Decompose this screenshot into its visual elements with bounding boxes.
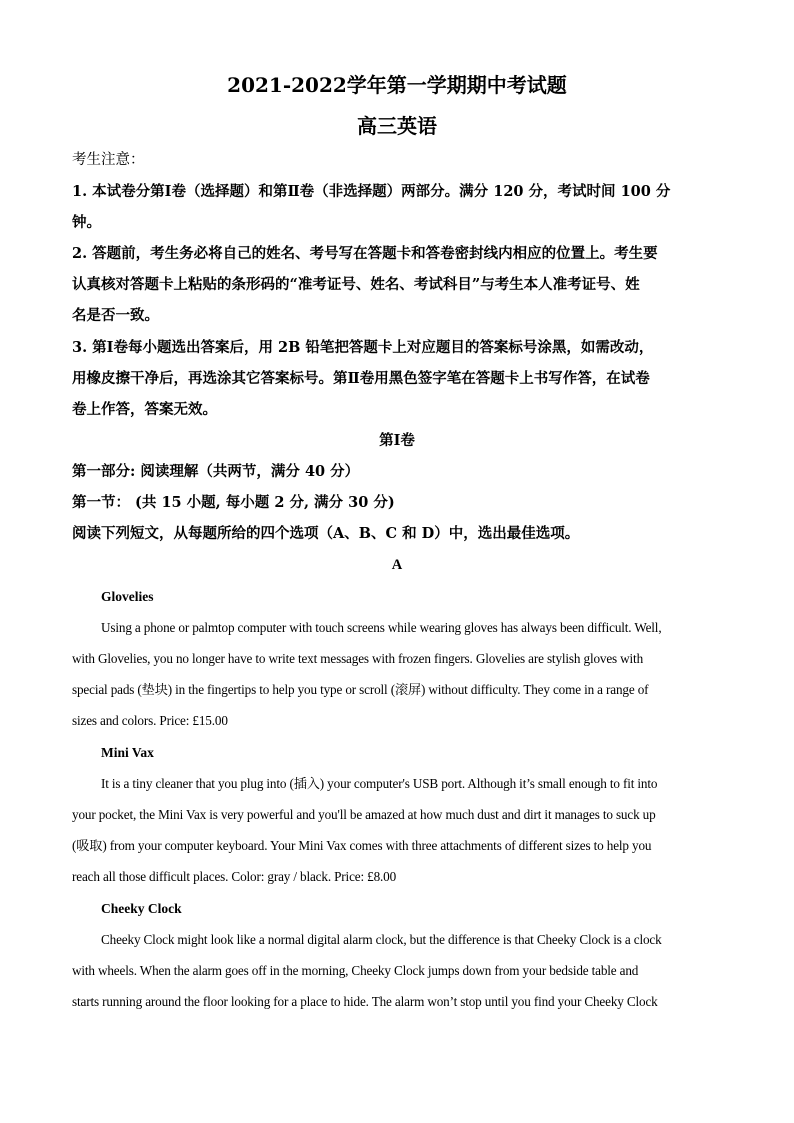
paragraph-line: starts running around the floor looking for a place to hide. The alarm won’t stop until you find your Cheeky Clock <box>72 994 658 1009</box>
paragraph-line: (吸取) from your computer keyboard. Your Mini Vax comes with three attachments of different sizes to help you <box>72 838 652 853</box>
notice-item-3-line-1: 3. 第Ⅰ卷每小题选出答案后，用 2B 铅笔把答题卡上对应题目的答案标号涂黑，如需改动， <box>72 339 654 356</box>
exam-subtitle: 高三英语 <box>357 114 437 138</box>
notice-item-1-line-2: 钟。 <box>72 214 101 231</box>
item-title-glovelies: Glovelies <box>101 589 154 604</box>
paragraph-line: Cheeky Clock might look like a normal digital alarm clock, but the difference is that Cheeky Clock is a clock <box>101 932 662 947</box>
volume-heading: 第Ⅰ卷 <box>379 432 415 449</box>
part-1-section-1-heading: 第一节： (共 15 小题, 每小题 2 分, 满分 30 分) <box>72 494 395 511</box>
item-title-cheeky-clock: Cheeky Clock <box>101 901 182 916</box>
notice-label: 考生注意： <box>72 152 145 168</box>
paragraph-line: Using a phone or palmtop computer with touch screens while wearing gloves has always been difficult. Well, <box>101 620 662 635</box>
passage-label: A <box>391 557 403 573</box>
paragraph-line: special pads (垫块) in the fingertips to help you type or scroll (滚屏) without difficulty. They come in a range of <box>72 682 649 697</box>
notice-item-3-line-3: 卷上作答，答案无效。 <box>72 401 217 418</box>
paragraph-line: reach all those difficult places. Color: gray / black. Price: £8.00 <box>72 869 397 884</box>
notice-item-2-line-2: 认真核对答题卡上粘贴的条形码的“准考证号、姓名、考试科目”与考生本人准考证号、姓 <box>72 276 640 293</box>
exam-title: 2021-2022学年第一学期期中考试题 <box>227 73 567 97</box>
notice-item-2-line-1: 2. 答题前，考生务必将自己的姓名、考号写在答题卡和答卷密封线内相应的位置上。考生要 <box>72 245 658 262</box>
notice-item-1-line-1: 1. 本试卷分第Ⅰ卷（选择题）和第Ⅱ卷（非选择题）两部分。满分 120 分，考试时间 100 分 <box>72 183 671 200</box>
notice-item-2-line-3: 名是否一致。 <box>72 307 159 324</box>
paragraph-line: It is a tiny cleaner that you plug into (插入) your computer's USB port. Although it’s small enough to fit into <box>101 776 658 791</box>
paragraph-line: with Glovelies, you no longer have to write text messages with frozen fingers. Glovelies are stylish gloves with <box>72 651 644 666</box>
part-1-heading: 第一部分: 阅读理解（共两节，满分 40 分） <box>72 463 360 480</box>
paragraph-line: with wheels. When the alarm goes off in the morning, Cheeky Clock jumps down from your bedside table and <box>72 963 639 978</box>
reading-instruction: 阅读下列短文，从每题所给的四个选项（A、B、C 和 D）中，选出最佳选项。 <box>72 525 580 542</box>
paragraph-line: your pocket, the Mini Vax is very powerful and you'll be amazed at how much dust and dirt it manages to suck up <box>72 807 656 822</box>
item-paragraph-glovelies <box>72 612 722 736</box>
item-title-mini-vax: Mini Vax <box>101 745 154 760</box>
paragraph-line: sizes and colors. Price: £15.00 <box>72 713 228 728</box>
item-paragraph-cheeky-clock <box>72 924 722 1017</box>
notice-item-3-line-2: 用橡皮擦干净后，再选涂其它答案标号。第Ⅱ卷用黑色签字笔在答题卡上书写作答，在试卷 <box>72 370 650 387</box>
item-paragraph-mini-vax <box>72 768 722 892</box>
